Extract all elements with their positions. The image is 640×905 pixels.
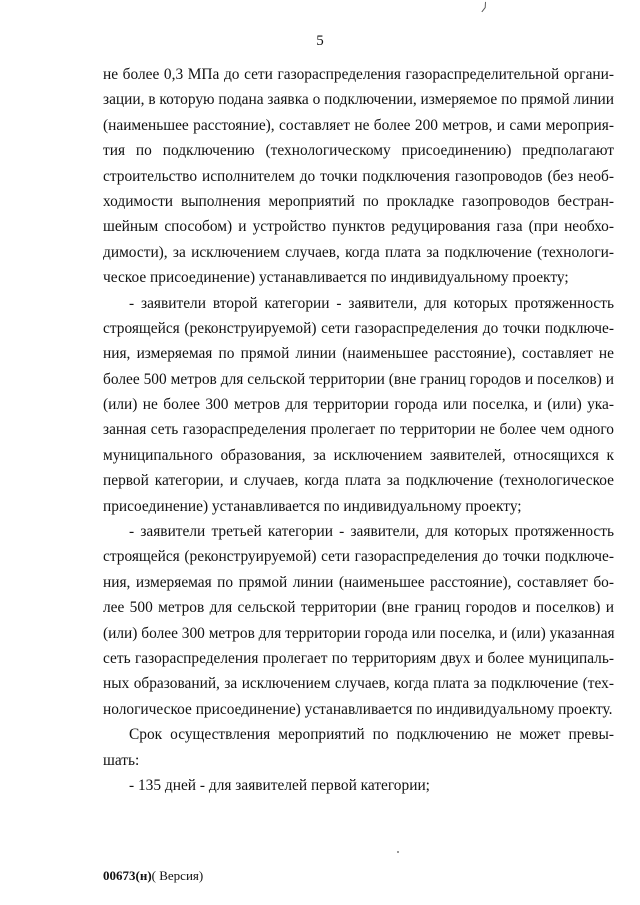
text-line: присоединение) устанавливается по индивидуальному проекту; xyxy=(103,497,522,515)
text-line: ния, измеряемая по прямой линии (наименьшее расстояние), составляет не xyxy=(103,345,614,363)
text-line: не более 0,3 МПа до сети газораспределения газораспределительной органи- xyxy=(103,66,614,83)
text-line: строящейся (реконструируемой) сети газораспределения до точки подключе- xyxy=(103,319,614,337)
text-line: (наименьшее расстояние), составляет не более 200 метров, и сами мероприя- xyxy=(103,116,614,134)
text-line: (или) более 300 метров для территории города или поселка, и (или) указанная xyxy=(103,624,615,642)
scan-speck xyxy=(397,851,399,853)
text-line: зации, в которую подана заявка о подключении, измеряемое по прямой линии xyxy=(103,91,615,109)
text-line: ных образований, за исключением случаев, когда плата за подключение (тех- xyxy=(103,675,614,693)
page-number: 5 xyxy=(316,33,324,49)
text-line: нологическое присоединение) устанавливается по индивидуальному проекту. xyxy=(103,700,613,718)
text-line: занная сеть газораспределения пролегает по территории не более чем одного xyxy=(103,421,614,439)
text-line: ческое присоединение) устанавливается по индивидуальному проекту; xyxy=(103,269,569,287)
text-line: строительство исполнителем до точки подключения газопроводов (без необ- xyxy=(103,167,614,185)
body-text xyxy=(103,62,614,798)
text-line: строящейся (реконструируемой) сети газораспределения до точки подключе- xyxy=(103,548,614,566)
text-line: Срок осуществления мероприятий по подключению не может превы- xyxy=(129,726,614,744)
text-line: (или) не более 300 метров для территории города или поселка, и (или) ука- xyxy=(103,396,614,414)
text-line: сеть газораспределения пролегает по территориям двух и более муниципаль- xyxy=(103,649,614,667)
text-line: шейным способом) и устройство пунктов редуцирования газа (при необхо- xyxy=(103,218,614,236)
text-line: первой категории, и случаев, когда плата за подключение (технологическое xyxy=(103,472,614,490)
text-line: - заявители третьей категории - заявители, для которых протяженность xyxy=(129,523,614,541)
text-line: тия по подключению (технологическому присоединению) предполагают xyxy=(103,142,614,160)
footer xyxy=(103,868,203,884)
text-line: ния, измеряемая по прямой линии (наименьшее расстояние), составляет бо- xyxy=(103,573,614,591)
text-line: более 500 метров для сельской территории (вне границ городов и поселков) и xyxy=(103,370,614,388)
pen-mark: ⟩ xyxy=(479,0,490,15)
footer-doc-code: 00673(н) xyxy=(103,868,152,883)
text-line: муниципального образования, за исключением заявителей, относящихся к xyxy=(103,446,614,464)
text-line: димости), за исключением случаев, когда плата за подключение (технологи- xyxy=(103,243,614,261)
text-line: ходимости выполнения мероприятий по прокладке газопроводов бестран- xyxy=(103,192,614,210)
text-line: - заявители второй категории - заявители, для которых протяженность xyxy=(129,294,614,312)
footer-version: ( Версия) xyxy=(151,868,204,883)
text-line: - 135 дней - для заявителей первой категории; xyxy=(129,776,430,794)
text-line: лее 500 метров для сельской территории (вне границ городов и поселков) и xyxy=(103,599,614,617)
text-line: шать: xyxy=(103,751,140,769)
